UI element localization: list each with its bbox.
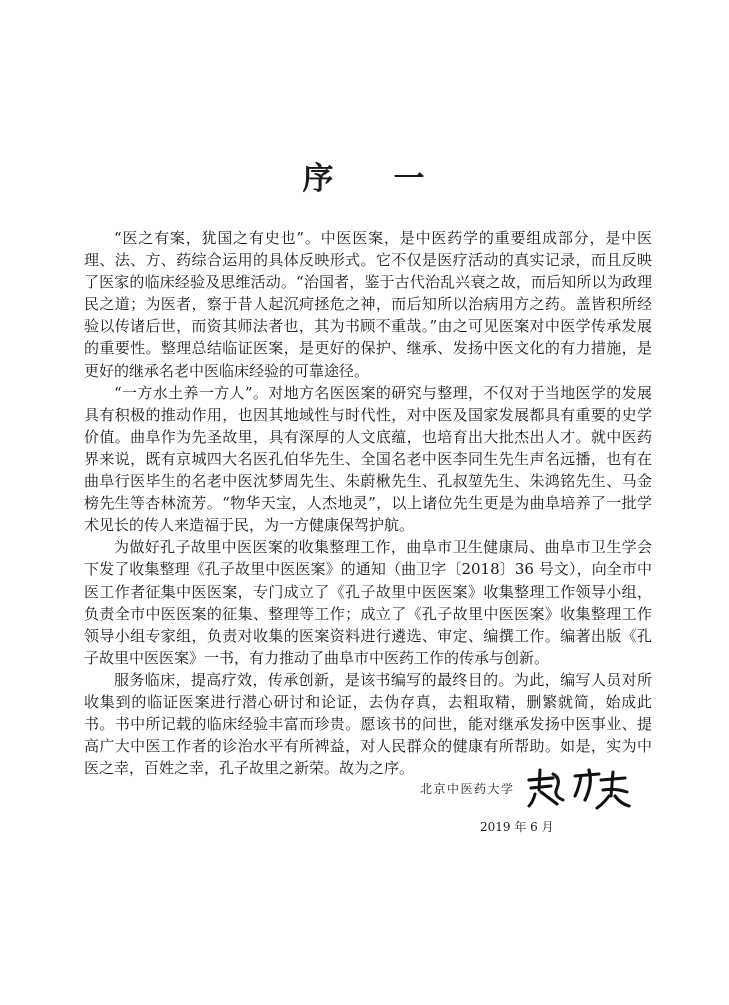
paragraph-3: 为做好孔子故里中医医案的收集整理工作，曲阜市卫生健康局、曲阜市卫生学会下发了收集整理《孔子故里中医医案》的通知（曲卫字〔2018〕36 号文），向全市中医工作者征集中医医案，专门成立了《孔子故里中医医案》收集整理工作领导小组，负责全市中医医案的征集、整理等工作；成立了《孔子故里中医医案》收集整理工作领导小组专家组，负责对收集的医案资料进行遴选、审定、编撰工作。编著出版《孔子故里中医医案》一书，有力推动了曲阜市中医药工作的传承与创新。 [84, 538, 652, 667]
paragraph-2: “一方水土养一方人”。对地方名医医案的研究与整理，不仅对于当地医学的发展具有积极的推动作用，也因其地域性与时代性，对中医及国家发展都具有重要的史学价值。曲阜作为先圣故里，具有深厚的人文底蕴，也培育出大批杰出人才。就中医药界来说，既有京城四大名医孔伯华先生、全国名老中医李同生先生声名远播，也有在曲阜行医毕生的名老中医沈梦周先生、朱蔚楸先生、孔叔堃先生、朱鸿铭先生、马金榜先生等杏林流芳。“物华天宝，人杰地灵”，以上诸位先生更是为曲阜培养了一批学术见长的传人来造福于民，为一方健康保驾护航。 [84, 383, 652, 535]
title-char-right: 一 [393, 161, 427, 197]
title-char-left: 序 [302, 161, 336, 197]
preface-date: 2019 年 6 月 [480, 820, 554, 834]
handwritten-signature [523, 766, 633, 810]
paragraph-4: 服务临床，提高疗效，传承创新，是该书编写的最终目的。为此，编写人员对所收集到的临证医案进行潜心研讨和论证，去伪存真，去粗取精，删繁就简，始成此书。书中所记载的临床经验丰富而珍贵。愿该书的问世，能对继承发扬中医事业、提高广大中医工作者的诊治水平有所裨益，对人民群众的健康有所帮助。如是，实为中医之幸，百姓之幸，孔子故里之新荣。故为之序。 [84, 670, 652, 778]
page-title [0, 153, 729, 198]
preface-body [84, 227, 652, 779]
signature-block [420, 768, 633, 808]
signature-organization: 北京中医药大学 [420, 781, 515, 796]
paragraph-1: “医之有案，犹国之有史也”。中医医案，是中医药学的重要组成部分，是中医理、法、方、药综合运用的具体反映形式。它不仅是医疗活动的真实记录，而且反映了医家的临床经验及思维活动。“治国者，鉴于古代治乱兴衰之故，而后知所以为政理民之道；为医者，察于昔人起沉疴拯危之神，而后知所以治病用方之药。盖皆积所经验以传诸后世，而资其师法者也，其为书顾不重哉。”由之可见医案对中医学传承发展的重要性。整理总结临证医案，是更好的保护、继承、发扬中医文化的有力措施，是更好的继承名老中医临床经验的可靠途径。 [84, 229, 652, 380]
